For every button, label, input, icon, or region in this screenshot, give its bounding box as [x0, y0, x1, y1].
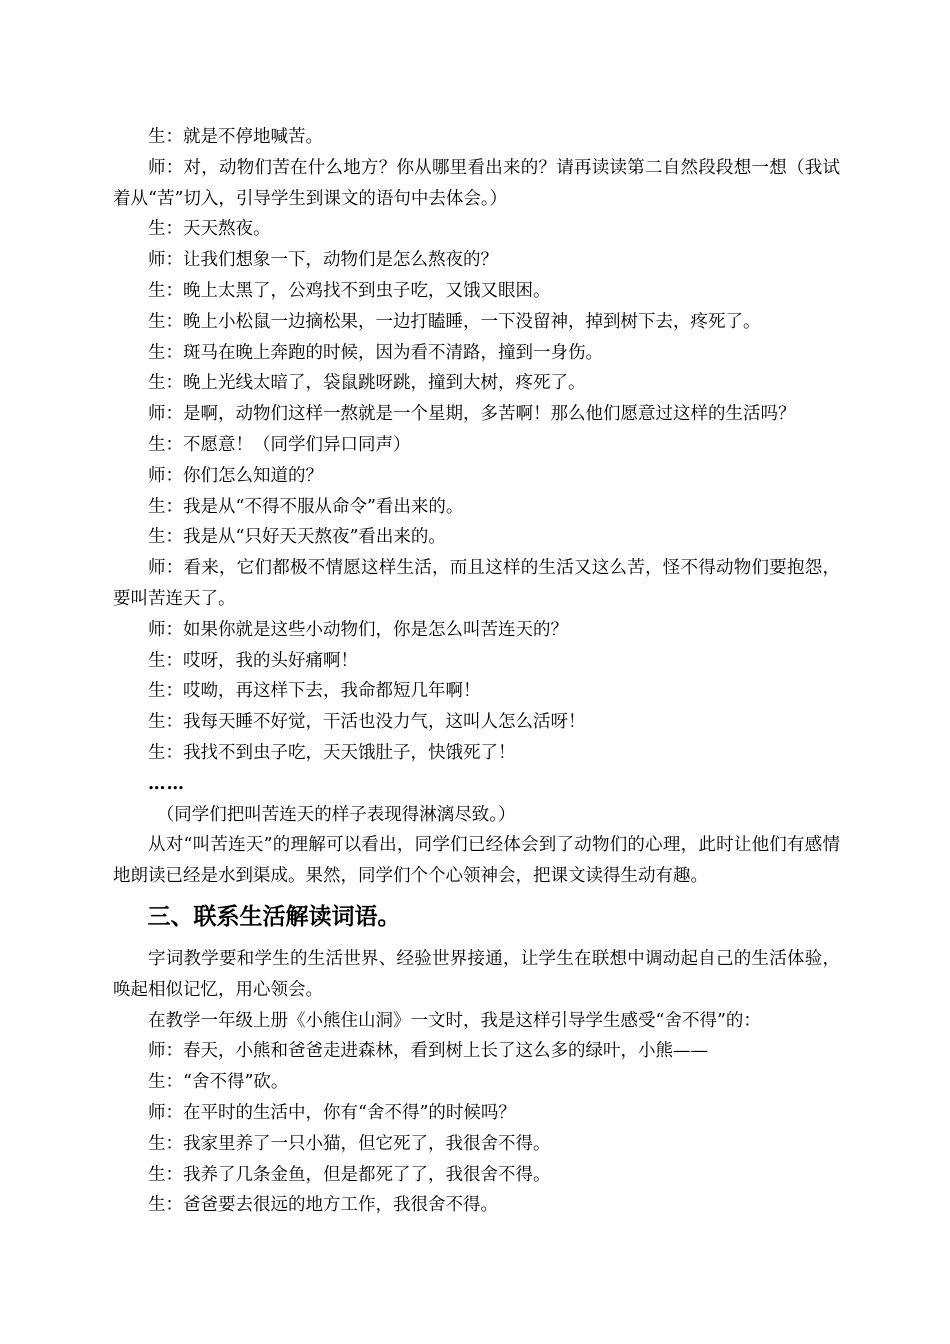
text-paragraph: 师：是啊，动物们这样一熬就是一个星期，多苦啊！那么他们愿意过这样的生活吗？ [148, 404, 796, 425]
dialogue-section-1 [113, 122, 840, 892]
text-paragraph: 师：看来，它们都极不情愿这样生活，而且这样的生活又这么苦，怪不得动物们要抱怨，要叫苦连天了。 [113, 558, 840, 609]
text-paragraph: 生：我家里养了一只小猫，但它死了，我很舍不得。 [148, 1133, 551, 1154]
text-paragraph: 生：我找不到虫子吃，天天饿肚子，快饿死了！ [148, 742, 516, 763]
text-paragraph: 生：天天熬夜。 [148, 219, 271, 240]
text-paragraph: 生：哎呀，我的头好痛啊！ [148, 650, 358, 671]
text-paragraph: 师：你们怎么知道的？ [148, 465, 323, 486]
text-paragraph: 字词教学要和学生的生活世界、经验世界接通，让学生在联想中调动起自己的生活体验，唤起相似记忆，用心领会。 [113, 948, 840, 1000]
text-paragraph: 师：在平时的生活中，你有“舍不得”的时候吗？ [148, 1102, 516, 1123]
text-paragraph: 生：晚上光线太暗了，袋鼠跳呀跳，撞到大树，疼死了。 [148, 373, 586, 394]
text-paragraph: 生：就是不停地喊苦。 [148, 127, 323, 147]
note-paragraph: （同学们把叫苦连天的样子表现得淋漓尽致。） [156, 804, 516, 825]
text-paragraph: 师：如果你就是这些小动物们，你是怎么叫苦连天的？ [148, 619, 568, 640]
text-paragraph: 生：爸爸要去很远的地方工作，我很舍不得。 [148, 1195, 498, 1216]
text-paragraph: 生：晚上太黑了，公鸡找不到虫子吃，又饿又眼困。 [148, 280, 551, 301]
text-paragraph: 生：哎呦，再这样下去，我命都短几年啊！ [148, 681, 481, 702]
text-paragraph: 在教学一年级上册《小熊住山洞》一文时，我是这样引导学生感受“舍不得”的： [148, 1010, 761, 1031]
text-paragraph: 生：斑马在晚上奔跑的时候，因为看不清路，撞到一身伤。 [148, 342, 603, 363]
text-paragraph: 师：春天，小熊和爸爸走进森林，看到树上长了这么多的绿叶，小熊—— [148, 1041, 708, 1062]
text-paragraph: 生：晚上小松鼠一边摘松果，一边打瞌睡，一下没留神，掉到树下去，疼死了。 [148, 311, 761, 332]
text-paragraph: 从对“叫苦连天”的理解可以看出，同学们已经体会到了动物们的心理，此时让他们有感情地朗读已经是水到渠成。果然，同学们个个心领神会，把课文读得生动有趣。 [113, 835, 840, 887]
text-paragraph: 师：让我们想象一下，动物们是怎么熬夜的？ [148, 250, 498, 271]
text-paragraph: 生：我是从“不得不服从命令”看出来的。 [148, 496, 464, 517]
text-paragraph: 生：不愿意！（同学们异口同声） [148, 434, 411, 455]
dialogue-section-2 [113, 944, 840, 1221]
ellipsis-line: …… [148, 773, 185, 794]
section-heading: 三、联系生活解读词语。 [147, 903, 401, 930]
text-paragraph: 师：对，动物们苦在什么地方？你从哪里看出来的？请再读读第二自然段段想一想（我试着从“苦”切入，引导学生到课文的语句中去体会。） [113, 157, 840, 209]
text-paragraph: 生：“舍不得”砍。 [148, 1072, 289, 1093]
document-body [113, 122, 840, 1221]
text-paragraph: 生：我是从“只好天天熬夜”看出来的。 [148, 527, 446, 548]
text-paragraph: 生：我每天睡不好觉，干活也没力气，这叫人怎么活呀！ [148, 712, 586, 733]
text-paragraph: 生：我养了几条金鱼，但是都死了了，我很舍不得。 [148, 1164, 551, 1185]
